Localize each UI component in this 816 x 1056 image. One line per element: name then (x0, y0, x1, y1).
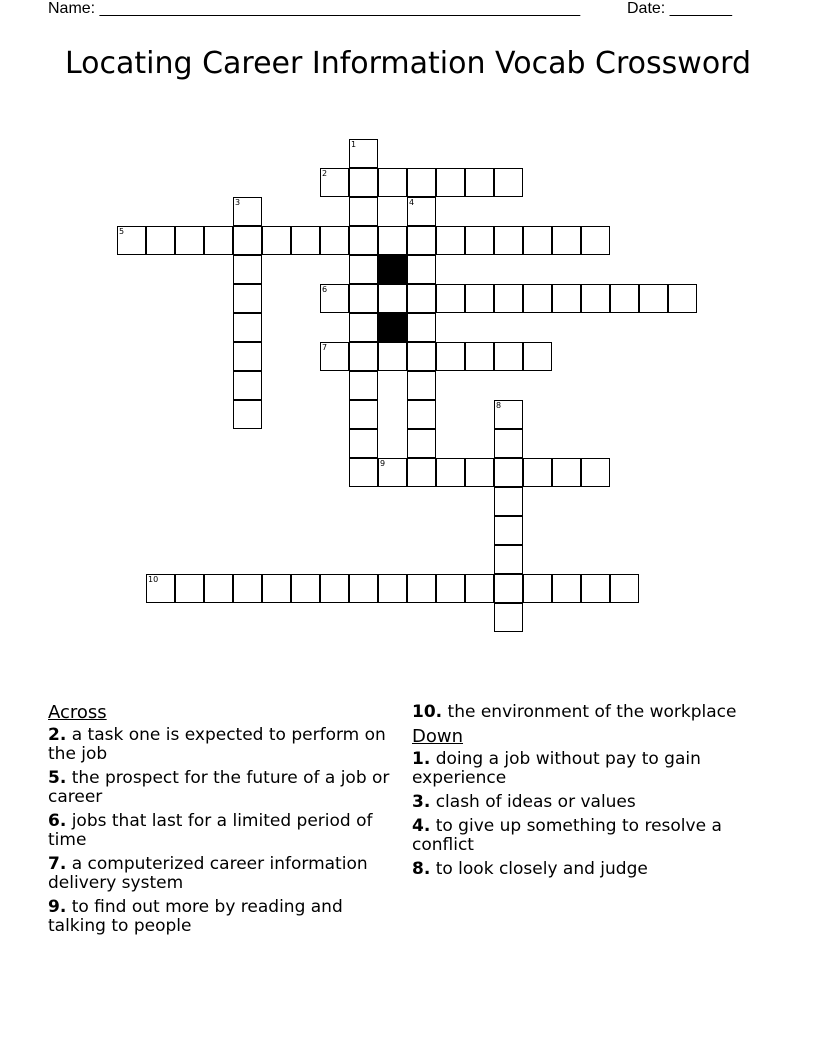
grid-cell[interactable] (233, 313, 262, 342)
grid-cell[interactable] (494, 342, 523, 371)
grid-cell[interactable] (407, 574, 436, 603)
clue-text: the environment of the workplace (447, 702, 737, 722)
grid-cell[interactable] (349, 429, 378, 458)
grid-cell[interactable] (407, 429, 436, 458)
grid-cell[interactable] (436, 574, 465, 603)
grid-cell[interactable] (407, 168, 436, 197)
grid-cell[interactable] (465, 168, 494, 197)
cell-number: 10 (148, 575, 159, 584)
grid-cell[interactable] (378, 574, 407, 603)
grid-cell[interactable] (204, 574, 233, 603)
grid-cell[interactable] (233, 197, 262, 226)
cell-number: 9 (380, 459, 386, 468)
clue-down-3 (412, 793, 772, 812)
grid-cell[interactable] (146, 226, 175, 255)
grid-cell[interactable] (407, 284, 436, 313)
grid-cell[interactable] (349, 255, 378, 284)
grid-cell[interactable] (349, 458, 378, 487)
clue-across-9 (48, 898, 393, 936)
grid-cell[interactable] (494, 487, 523, 516)
grid-cell[interactable] (465, 574, 494, 603)
grid-cell[interactable] (233, 342, 262, 371)
grid-cell[interactable] (494, 574, 523, 603)
grid-cell[interactable] (291, 226, 320, 255)
grid-cell[interactable] (146, 574, 175, 603)
grid-cell[interactable] (349, 139, 378, 168)
across-heading: Across (48, 702, 107, 723)
cell-number: 8 (496, 401, 502, 410)
clue-text: the prospect for the future of a job or career (48, 768, 390, 807)
grid-cell[interactable] (494, 603, 523, 632)
grid-cell[interactable] (552, 226, 581, 255)
grid-cell[interactable] (204, 226, 233, 255)
grid-cell[interactable] (610, 284, 639, 313)
grid-cell[interactable] (523, 284, 552, 313)
grid-cell[interactable] (465, 458, 494, 487)
cell-number: 3 (235, 198, 241, 207)
grid-cell[interactable] (291, 574, 320, 603)
grid-cell[interactable] (494, 284, 523, 313)
grid-cell[interactable] (407, 342, 436, 371)
clue-across-2 (48, 726, 393, 764)
grid-cell[interactable] (436, 284, 465, 313)
clue-across-10 (412, 703, 772, 722)
cell-number: 4 (409, 198, 415, 207)
grid-cell[interactable] (233, 226, 262, 255)
date-field[interactable]: Date: _______ (627, 0, 732, 17)
grid-cell[interactable] (262, 226, 291, 255)
grid-cell[interactable] (175, 226, 204, 255)
clues-left-column (48, 703, 393, 941)
page-title: Locating Career Information Vocab Crossword (64, 46, 752, 81)
grid-cell[interactable] (668, 284, 697, 313)
grid-cell[interactable] (552, 574, 581, 603)
grid-cell[interactable] (494, 516, 523, 545)
grid-cell[interactable] (349, 400, 378, 429)
grid-cell[interactable] (378, 458, 407, 487)
grid-cell[interactable] (494, 400, 523, 429)
grid-cell[interactable] (523, 458, 552, 487)
grid-cell[interactable] (494, 545, 523, 574)
grid-cell[interactable] (407, 400, 436, 429)
down-heading: Down (412, 726, 464, 747)
grid-cell[interactable] (117, 226, 146, 255)
clue-number: 9. (48, 897, 67, 917)
clues-right-column (412, 703, 772, 884)
grid-block (378, 255, 407, 284)
clue-number: 6. (48, 811, 67, 831)
clue-down-8 (412, 860, 772, 879)
grid-cell[interactable] (233, 400, 262, 429)
grid-cell[interactable] (175, 574, 204, 603)
clue-text: to give up something to resolve a conflict (412, 816, 722, 855)
cell-number: 7 (322, 343, 328, 352)
grid-cell[interactable] (349, 313, 378, 342)
cell-number: 5 (119, 227, 125, 236)
grid-cell[interactable] (320, 284, 349, 313)
grid-cell[interactable] (523, 226, 552, 255)
grid-cell[interactable] (436, 342, 465, 371)
grid-cell[interactable] (436, 226, 465, 255)
grid-cell[interactable] (407, 226, 436, 255)
grid-cell[interactable] (320, 168, 349, 197)
grid-cell[interactable] (494, 168, 523, 197)
clue-number: 1. (412, 749, 431, 769)
grid-cell[interactable] (552, 284, 581, 313)
clue-number: 5. (48, 768, 67, 788)
clue-text: to look closely and judge (435, 859, 648, 879)
grid-cell[interactable] (639, 284, 668, 313)
grid-cell[interactable] (320, 342, 349, 371)
grid-cell[interactable] (378, 284, 407, 313)
grid-cell[interactable] (407, 197, 436, 226)
grid-cell[interactable] (552, 458, 581, 487)
grid-cell[interactable] (407, 371, 436, 400)
grid-cell[interactable] (436, 458, 465, 487)
grid-cell[interactable] (349, 197, 378, 226)
name-field[interactable]: Name: ______________________________________________________ (48, 0, 581, 17)
cell-number: 2 (322, 169, 328, 178)
clue-text: a computerized career information delivery system (48, 854, 368, 893)
grid-cell[interactable] (407, 458, 436, 487)
clue-number: 10. (412, 702, 443, 722)
grid-cell[interactable] (233, 371, 262, 400)
grid-cell[interactable] (465, 342, 494, 371)
clue-text: clash of ideas or values (435, 792, 636, 812)
grid-cell[interactable] (349, 371, 378, 400)
grid-cell[interactable] (349, 342, 378, 371)
grid-cell[interactable] (233, 255, 262, 284)
clue-across-7 (48, 855, 393, 893)
clue-text: to find out more by reading and talking to people (48, 897, 343, 936)
grid-cell[interactable] (465, 284, 494, 313)
grid-cell[interactable] (349, 168, 378, 197)
clue-down-1 (412, 750, 772, 788)
clue-across-5 (48, 769, 393, 807)
cell-number: 6 (322, 285, 328, 294)
grid-cell[interactable] (581, 574, 610, 603)
grid-cell[interactable] (581, 284, 610, 313)
grid-cell[interactable] (320, 226, 349, 255)
clue-across-6 (48, 812, 393, 850)
grid-cell[interactable] (407, 313, 436, 342)
grid-cell[interactable] (378, 226, 407, 255)
grid-cell[interactable] (494, 458, 523, 487)
clue-number: 8. (412, 859, 431, 879)
grid-cell[interactable] (233, 284, 262, 313)
grid-cell[interactable] (378, 168, 407, 197)
clue-down-4 (412, 817, 772, 855)
grid-block (378, 313, 407, 342)
grid-cell[interactable] (523, 342, 552, 371)
grid-cell[interactable] (262, 574, 291, 603)
clue-number: 4. (412, 816, 431, 836)
grid-cell[interactable] (349, 226, 378, 255)
grid-cell[interactable] (349, 284, 378, 313)
grid-cell[interactable] (494, 226, 523, 255)
cell-number: 1 (351, 140, 357, 149)
clue-text: a task one is expected to perform on the job (48, 725, 386, 764)
grid-cell[interactable] (233, 574, 262, 603)
grid-cell[interactable] (320, 574, 349, 603)
grid-cell[interactable] (349, 574, 378, 603)
grid-cell[interactable] (407, 255, 436, 284)
grid-cell[interactable] (436, 168, 465, 197)
clue-number: 2. (48, 725, 67, 745)
clue-number: 3. (412, 792, 431, 812)
grid-cell[interactable] (465, 226, 494, 255)
grid-cell[interactable] (610, 574, 639, 603)
clue-text: jobs that last for a limited period of time (48, 811, 373, 850)
clue-text: doing a job without pay to gain experience (412, 749, 701, 788)
grid-cell[interactable] (581, 226, 610, 255)
grid-cell[interactable] (523, 574, 552, 603)
grid-cell[interactable] (378, 342, 407, 371)
grid-cell[interactable] (581, 458, 610, 487)
grid-cell[interactable] (494, 429, 523, 458)
clue-number: 7. (48, 854, 67, 874)
